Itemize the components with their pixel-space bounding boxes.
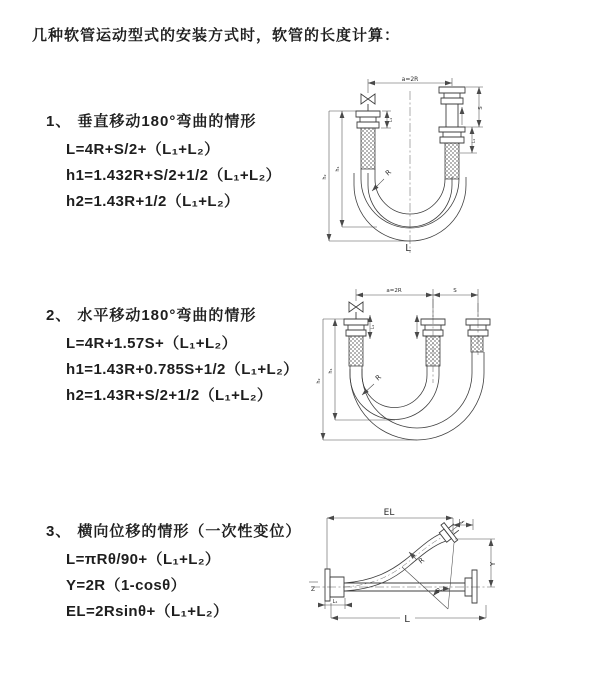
- angle-label: θ: [436, 588, 440, 595]
- section-2-formula-l: L=4R+1.57S+（L₁+L₂）: [66, 335, 237, 352]
- right-braid-hose: [445, 143, 459, 179]
- dim-l: [331, 603, 486, 625]
- diagram-lateral-displacement: [303, 503, 503, 628]
- dim-label-l1-left: L₁: [389, 117, 394, 123]
- dim-label-a2r: a=2R: [401, 76, 419, 83]
- section-1-formula-h2: h2=1.43R+1/2（L₁+L₂）: [66, 193, 240, 210]
- right-braid-hose: [471, 336, 483, 352]
- dim-label-l: L: [404, 614, 410, 625]
- left-braid-hose: [361, 128, 375, 169]
- dim-el: [327, 508, 453, 569]
- left-braid-hose: [349, 336, 363, 366]
- dim-label-a2r: a=2R: [386, 288, 402, 294]
- tilted-flange: [436, 512, 471, 546]
- axis-mark-label: Z: [310, 586, 316, 593]
- section-3-formula-l: L=πRθ/90+（L₁+L₂）: [66, 551, 221, 568]
- hose-u-bend: [350, 352, 484, 440]
- left-flange: [344, 319, 368, 336]
- hose-s-curve: [344, 534, 446, 591]
- section-2-formula-h2: h2=1.43R+S/2+1/2（L₁+L₂）: [66, 387, 273, 404]
- dim-label-l1-right: L₁: [472, 138, 477, 144]
- right-flange-top: [439, 87, 465, 104]
- section-2-formula-h1: h1=1.43R+0.785S+1/2（L₁+L₂）: [66, 361, 299, 378]
- dim-s: [465, 87, 484, 127]
- section-3-formula-y: Y=2R（1-cosθ）: [66, 577, 187, 594]
- dim-l1-right: [460, 127, 477, 153]
- section-2-title: 水平移动180°弯曲的情形: [77, 307, 257, 324]
- section-3-title: 横向位移的情形（一次性变位）: [77, 523, 302, 540]
- dim-label-h2: h₂: [322, 174, 328, 180]
- left-flange: [325, 569, 344, 601]
- valve-icon: [361, 94, 375, 111]
- dim-h2: [316, 319, 417, 440]
- section-3-formula-el: EL=2Rsinθ+（L₁+L₂）: [66, 603, 229, 620]
- dim-a2r: [356, 288, 478, 317]
- dim-l1-bottom: [318, 598, 352, 609]
- radius-label: R: [373, 373, 383, 383]
- section-2-heading: [46, 304, 256, 325]
- section-1-number: 1、: [46, 113, 72, 130]
- section-2-number: 2、: [46, 307, 72, 324]
- dim-label-l1-top: L₁: [458, 519, 464, 525]
- diagram-vertical-180-bend: [315, 75, 500, 255]
- dim-label-h1: h₁: [335, 166, 341, 172]
- dim-l1-top: [453, 519, 473, 530]
- radius-label: R: [383, 168, 393, 178]
- axis-mark: [309, 582, 318, 593]
- right-pipe: [446, 104, 458, 127]
- dim-l1-left: [381, 111, 394, 128]
- right-flange-lower: [439, 127, 465, 143]
- page-title: 几种软管运动型式的安装方式时，软管的长度计算：: [32, 27, 401, 44]
- valve-icon: [349, 302, 363, 319]
- length-label: L: [405, 243, 411, 254]
- section-3-heading: [46, 520, 301, 541]
- left-flange: [356, 111, 380, 128]
- middle-braid-hose: [426, 336, 440, 366]
- section-1-heading: [46, 110, 256, 131]
- dim-label-h1: h₁: [328, 368, 334, 374]
- dim-label-l1-bottom: L₁: [332, 599, 338, 605]
- dim-label-el: EL: [383, 508, 395, 518]
- section-1-title: 垂直移动180°弯曲的情形: [77, 113, 257, 130]
- dim-label-s: S: [478, 106, 484, 110]
- dim-y: [455, 539, 497, 587]
- section-1-formula-l: L=4R+S/2+（L₁+L₂）: [66, 141, 220, 158]
- dim-label-y: Y: [489, 561, 497, 567]
- dim-l1: [370, 315, 417, 339]
- dim-label-l1: L₁: [371, 324, 376, 330]
- dim-label-h2: h₂: [316, 378, 322, 384]
- section-3-number: 3、: [46, 523, 72, 540]
- dim-label-s: S: [453, 288, 457, 294]
- section-1-formula-h1: h1=1.432R+S/2+1/2（L₁+L₂）: [66, 167, 282, 184]
- diagram-horizontal-180-bend: [313, 283, 499, 448]
- radius-label: R: [417, 556, 427, 566]
- right-flange: [465, 570, 477, 603]
